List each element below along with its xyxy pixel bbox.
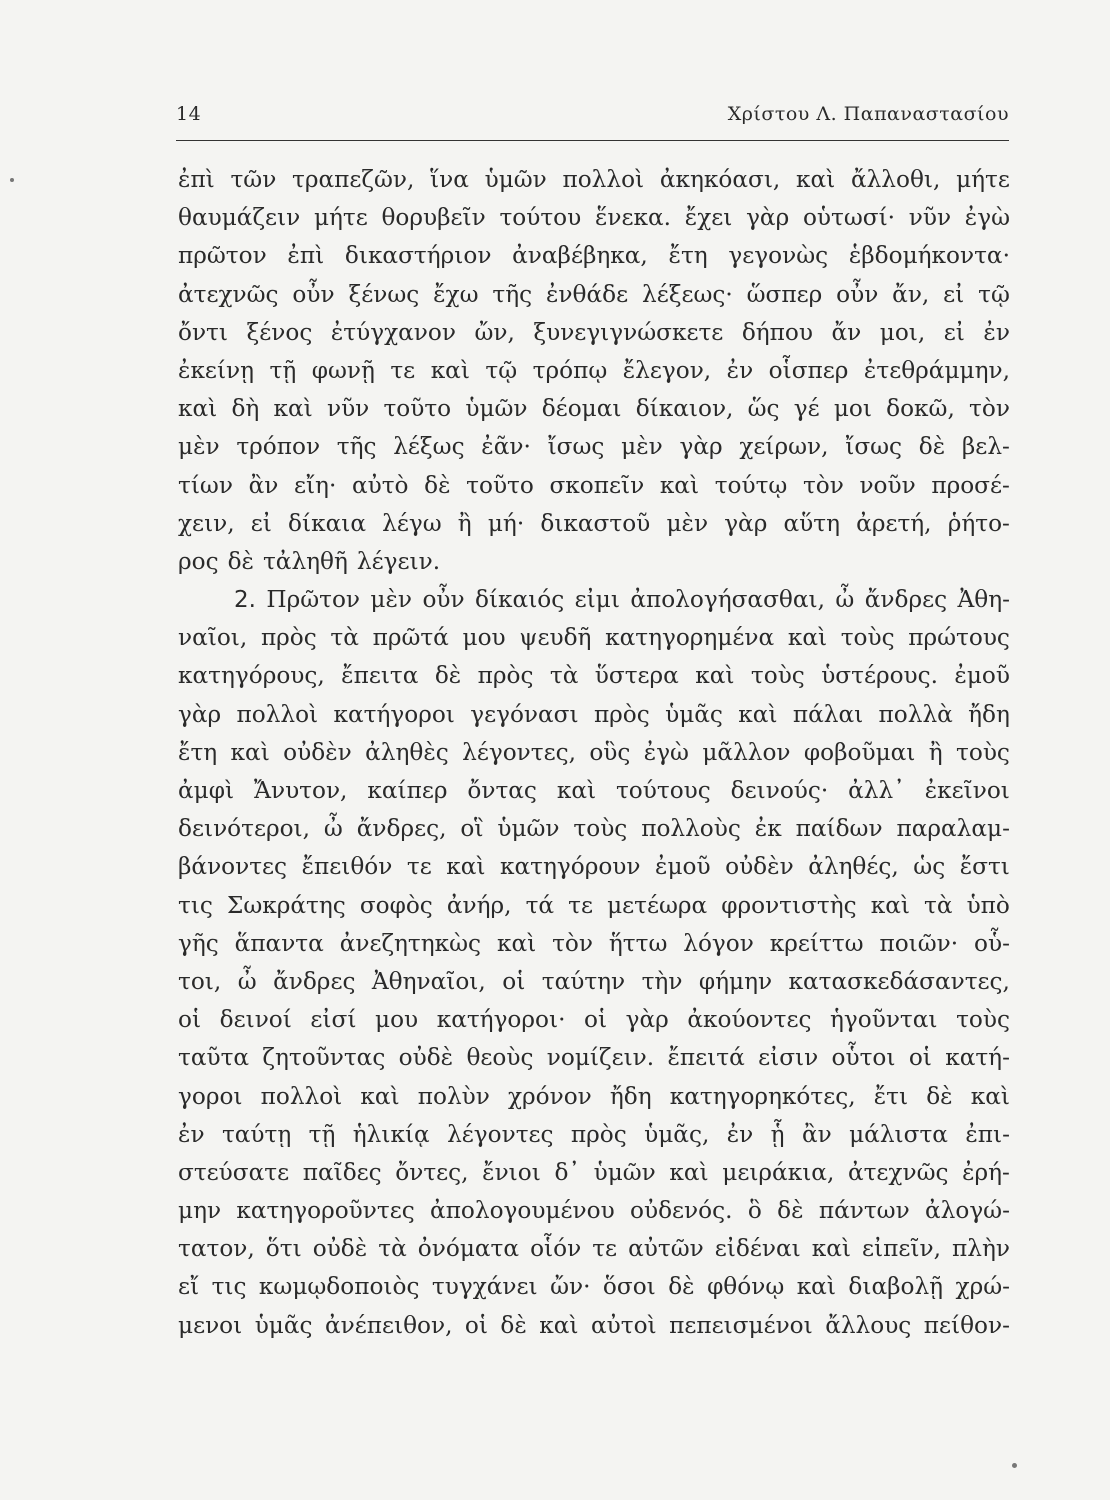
text-line: ἀτεχνῶς οὖν ξένως ἔχω τῆς ἐνθάδε λέξεως· ὥσπερ οὖν ἄν, εἰ τῷ [178, 280, 1010, 308]
text-line: εἴ τις κωμῳδοποιὸς τυγχάνει ὤν· ὅσοι δὲ φθόνῳ καὶ διαβολῇ χρώ- [178, 1273, 1010, 1301]
text-line: 2. Πρῶτον μὲν οὖν δίκαιός εἰμι ἀπολογήσασθαι, ὦ ἄνδρες Ἀθη- [178, 581, 1010, 619]
text-line: στεύσατε παῖδες ὄντες, ἔνιοι δ᾽ ὑμῶν καὶ μειράκια, ἀτεχνῶς ἐρή- [178, 1158, 1010, 1186]
text-line: τατον, ὅτι οὐδὲ τὰ ὀνόματα οἷόν τε αὐτῶν εἰδέναι καὶ εἰπεῖν, πλὴν [178, 1235, 1010, 1263]
text-line: μενοι ὑμᾶς ἀνέπειθον, οἱ δὲ καὶ αὐτοὶ πεπεισμένοι ἄλλους πείθον- [178, 1311, 1010, 1339]
text-line: δεινότεροι, ὦ ἄνδρες, οἳ ὑμῶν τοὺς πολλοὺς ἐκ παίδων παραλαμ- [178, 815, 1010, 843]
section-number: 2. [234, 587, 256, 614]
running-head [176, 103, 1009, 133]
running-title: Χρίστου Λ. Παπαναστασίου [727, 103, 1009, 125]
paragraph [178, 581, 1010, 1345]
text-line: ρος δὲ τἀληθῆ λέγειν. [178, 547, 441, 575]
text-line: χειν, εἰ δίκαια λέγω ἢ μή· δικαστοῦ μὲν γὰρ αὕτη ἀρετή, ῥήτο- [178, 509, 1010, 537]
text-line: κατηγόρους, ἔπειτα δὲ πρὸς τὰ ὕστερα καὶ τοὺς ὑστέρους. ἐμοῦ [178, 662, 1010, 690]
text-line: ταῦτα ζητοῦντας οὐδὲ θεοὺς νομίζειν. ἔπειτά εἰσιν οὗτοι οἱ κατή- [178, 1044, 1010, 1072]
text-line: τίων ἂν εἴη· αὐτὸ δὲ τοῦτο σκοπεῖν καὶ τούτῳ τὸν νοῦν προσέ- [178, 471, 1010, 499]
text-line: ἐκείνῃ τῇ φωνῇ τε καὶ τῷ τρόπῳ ἔλεγον, ἐν οἷσπερ ἐτεθράμμην, [178, 356, 1010, 384]
paragraph [178, 161, 1010, 581]
text-line: γῆς ἅπαντα ἀνεζητηκὼς καὶ τὸν ἥττω λόγον κρείττω ποιῶν· οὗ- [178, 929, 1010, 957]
page-number: 14 [176, 103, 202, 125]
body-text [178, 161, 1010, 1345]
text-line: μὲν τρόπον τῆς λέξως ἐᾶν· ἴσως μὲν γὰρ χείρων, ἴσως δὲ βελ- [178, 433, 1010, 461]
text-line: βάνοντες ἔπειθόν τε καὶ κατηγόρουν ἐμοῦ οὐδὲν ἀληθές, ὡς ἔστι [178, 853, 1010, 881]
text-line: μην κατηγοροῦντες ἀπολογουμένου οὐδενός. ὃ δὲ πάντων ἀλογώ- [178, 1197, 1010, 1225]
paper-speck [10, 178, 14, 182]
text-line: ὄντι ξένος ἐτύγχανον ὤν, ξυνεγιγνώσκετε δήπου ἄν μοι, εἰ ἐν [178, 318, 1010, 346]
text-line: γοροι πολλοὶ καὶ πολὺν χρόνον ἤδη κατηγορηκότες, ἔτι δὲ καὶ [178, 1082, 1010, 1110]
text-line: θαυμάζειν μήτε θορυβεῖν τούτου ἕνεκα. ἔχει γὰρ οὑτωσί· νῦν ἐγὼ [178, 204, 1010, 232]
text-line: ἐπὶ τῶν τραπεζῶν, ἵνα ὑμῶν πολλοὶ ἀκηκόασι, καὶ ἄλλοθι, μήτε [178, 166, 1010, 193]
text-line: ἀμφὶ Ἄνυτον, καίπερ ὄντας καὶ τούτους δεινούς· ἀλλ᾽ ἐκεῖνοι [178, 777, 1010, 804]
text-line: ἔτη καὶ οὐδὲν ἀληθὲς λέγοντες, οὓς ἐγὼ μᾶλλον φοβοῦμαι ἢ τοὺς [178, 738, 1010, 766]
text-line: γὰρ πολλοὶ κατήγοροι γεγόνασι πρὸς ὑμᾶς καὶ πάλαι πολλὰ ἤδη [178, 700, 1010, 728]
text-line: τις Σωκράτης σοφὸς ἀνήρ, τά τε μετέωρα φροντιστὴς καὶ τὰ ὑπὸ [178, 891, 1010, 919]
paper-speck [1012, 1463, 1017, 1468]
text-line: πρῶτον ἐπὶ δικαστήριον ἀναβέβηκα, ἔτη γεγονὼς ἑβδομήκοντα· [178, 242, 1010, 270]
header-rule [176, 140, 1009, 141]
text-line: ναῖοι, πρὸς τὰ πρῶτά μου ψευδῆ κατηγορημένα καὶ τοὺς πρώτους [178, 624, 1010, 652]
text-line: τοι, ὦ ἄνδρες Ἀθηναῖοι, οἱ ταύτην τὴν φήμην κατασκεδάσαντες, [178, 967, 1010, 995]
text-line: ἐν ταύτῃ τῇ ἡλικίᾳ λέγοντες πρὸς ὑμᾶς, ἐν ᾗ ἂν μάλιστα ἐπι- [178, 1120, 1010, 1148]
text-line: οἱ δεινοί εἰσί μου κατήγοροι· οἱ γὰρ ἀκούοντες ἡγοῦνται τοὺς [178, 1006, 1010, 1034]
text-line: καὶ δὴ καὶ νῦν τοῦτο ὑμῶν δέομαι δίκαιον, ὥς γέ μοι δοκῶ, τὸν [178, 395, 1010, 423]
